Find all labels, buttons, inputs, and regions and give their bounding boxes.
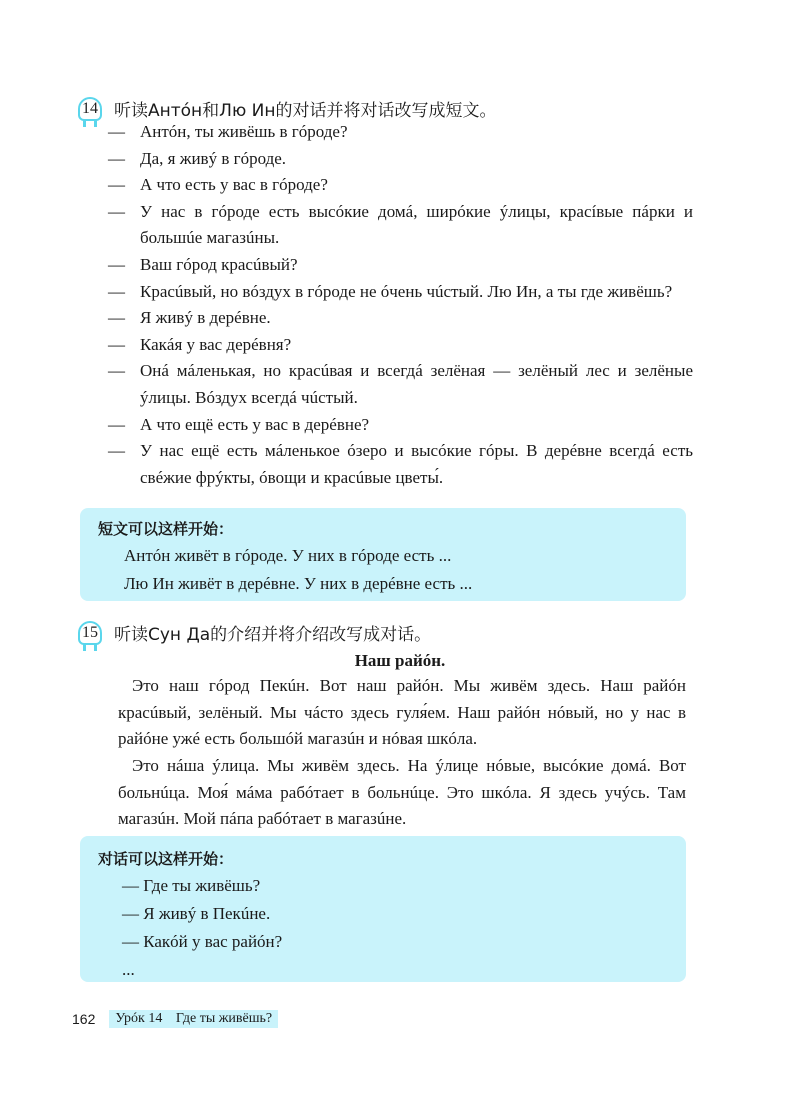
dialog-line: — А что есть у вас в гóроде? <box>108 175 328 195</box>
exercise-14-headphones-icon <box>78 97 102 121</box>
text-paragraph: Это нáша ýлица. Мы живём здесь. На ýлице нóвые, высóкие домá. Вот больнúца. Моя́ мáма рабóтает в больнúце. Это шкóла. Я здесь учýсь. Там магазúн. Мой пáпа рабóтает в магазúне. <box>118 756 686 829</box>
tip-line: ... <box>122 960 135 979</box>
tip-line: — Какóй у вас райóн? <box>122 932 283 951</box>
dialog-line: — У нас в гóроде есть высóкие домá, ширóкие ýлицы, красíвые пáрки и большúе магазúны. <box>108 201 693 248</box>
dialog-line: — Антóн, ты живёшь в гóроде? <box>108 122 348 141</box>
exercise-15-number: 15 <box>82 623 98 641</box>
tip-line: Лю Ин живёт в дерéвне. У них в дерéвне есть ... <box>124 574 473 593</box>
dialog-line: — Красúвый, но вóздух в гóроде не óчень чúстый. Лю Ин, а ты где живёшь? <box>108 281 673 301</box>
tip-line: — Я живý в Пекúне. <box>122 904 271 923</box>
dialog-line: — Ваш гóрод красúвый? <box>108 254 298 274</box>
dialog-line: — Я живý в дерéвне. <box>108 308 271 328</box>
exercise-15-instruction: 听读Сун Да的介绍并将介绍改写成对话。 <box>114 625 432 645</box>
exercise-14-number: 14 <box>82 99 98 117</box>
tip-title: 对话可以这样开始： <box>98 850 234 868</box>
dialog-line: — Да, я живý в гóроде. <box>108 148 287 168</box>
exercise-14-dialog <box>108 119 693 491</box>
dialog-line: — У нас ещё есть мáленькое óзеро и высóкие гóры. В дерéвне всегдá есть свéжие фрýкты, óвощи и красúвые цветы́. <box>108 441 693 487</box>
dialog-line: — Какáя у вас дерéвня? <box>108 334 292 354</box>
lesson-number: Урóк 14 <box>115 1011 163 1026</box>
exercise-14-instruction: 听读Антóн和Лю Ин的对话并将对话改写成短文。 <box>114 101 497 121</box>
page-footer <box>72 1010 278 1028</box>
text-title: Наш райóн. <box>354 651 446 670</box>
exercise-15-header <box>78 620 431 645</box>
dialog-line: — Онá мáленькая, но красúвая и всегдá зелёная — зелёный лес и зелёные ýлицы. Вóздух всегдá чúстый. <box>108 361 693 407</box>
exercise-14-tip-box <box>80 508 686 601</box>
lesson-title: Где ты живёшь? <box>175 1011 273 1026</box>
page-number: 162 <box>72 1011 96 1027</box>
tip-title: 短文可以这样开始： <box>98 520 234 538</box>
tip-line: — Где ты живёшь? <box>122 876 261 895</box>
exercise-15-headphones-icon <box>78 621 102 645</box>
text-paragraph: Это наш гóрод Пекúн. Вот наш райóн. Мы живём здесь. Наш райóн красúвый, зелёный. Мы чáсто здесь гуля́ем. Наш райóн нóвый, но у нас в райóне ужé есть большóй магазúн и нóвая шкóла. <box>118 676 686 749</box>
exercise-15-tip-box <box>80 836 686 982</box>
tip-line: Антóн живёт в гóроде. У них в гóроде есть ... <box>124 546 452 565</box>
lesson-tag <box>109 1010 278 1028</box>
exercise-14-header <box>78 96 497 121</box>
dialog-line: — А что ещё есть у вас в дерéвне? <box>108 414 370 434</box>
